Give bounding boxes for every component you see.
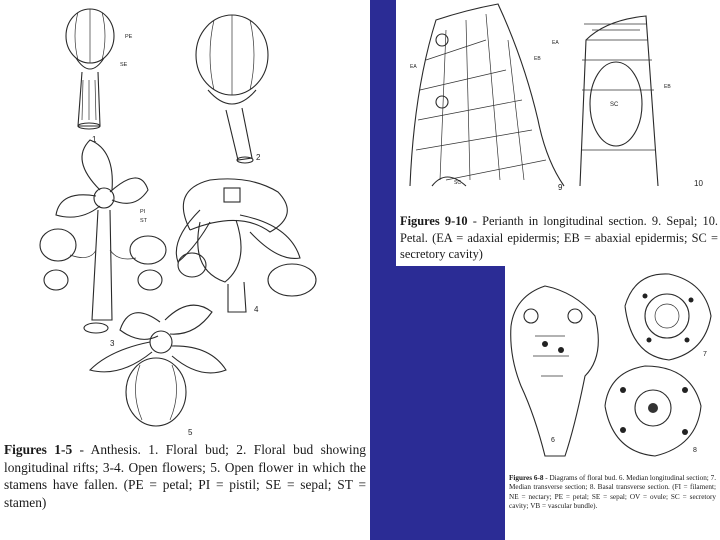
figure-1-5-drawings [0,0,370,440]
figure-9-10-drawings [396,0,720,210]
figure-6-8-drawings [505,256,720,472]
figure-number-10: 10 [694,179,703,188]
floral-bud-drawing-2 [196,15,268,163]
median-transverse-drawing-7 [625,274,711,360]
figure-number-2: 2 [256,153,261,162]
open-flower-drawing-4 [176,179,316,312]
figure-number-6: 6 [551,437,555,444]
caption-text: - Perianth in longitudinal section. 9. Sepal; 10. Petal. (EA = adaxial epidermis; EB = abaxial epidermis; SC = secretory cavity) [400,214,718,261]
label-se: SE [120,62,128,68]
figure-number-8: 8 [693,447,697,454]
caption-text: - Anthesis. 1. Floral bud; 2. Floral bud showing longitudinal rifts; 3-4. Open flowers; 5. Open flower in which the stamens have fallen. (PE = petal; PI = pistil; SE = sepal; ST = stamen) [4,442,366,510]
figure-number-4: 4 [254,305,259,314]
basal-transverse-drawing-8 [605,366,701,456]
label-ea-fig9: EA [410,64,417,70]
figure-6-8-panel [505,256,720,540]
caption-heading: Figures 9-10 [400,214,468,228]
caption-text: - Diagrams of floral bud. 6. Median longitudinal section; 7. Median transverse section; 8. Basal transverse section. (FI = filament; NE = nectary; PE = petal; SE = sepal; OV = ovule; SC = secretory cavity; VB = vascular bundle). [509,474,717,511]
figure-6-8-caption [509,474,716,512]
label-eb-fig9: EB [534,56,541,62]
sepal-section-drawing-9 [410,4,564,186]
petal-section-drawing-10 [580,16,658,186]
figure-9-10-panel [396,0,720,266]
floral-bud-drawing-1 [66,9,114,129]
figure-number-9: 9 [558,183,563,192]
figure-number-5: 5 [188,428,193,437]
label-eb-fig10: EB [664,84,671,90]
label-st: ST [140,218,148,224]
label-sc-fig9: SC [454,180,461,186]
figure-number-1: 1 [92,135,97,144]
label-pi: PI [140,209,146,215]
caption-heading: Figures 1-5 [4,442,73,457]
label-ea-fig10: EA [552,40,559,46]
figure-1-5-caption [4,441,366,511]
longitudinal-section-drawing-6 [511,286,599,456]
label-pe: PE [125,34,133,40]
figure-number-3: 3 [110,339,115,348]
open-flower-drawing-3 [40,140,166,333]
figure-number-7: 7 [703,351,707,358]
caption-heading: Figures 6-8 [509,474,544,482]
label-sc-fig10: SC [610,102,619,108]
open-flower-drawing-5 [90,305,226,426]
